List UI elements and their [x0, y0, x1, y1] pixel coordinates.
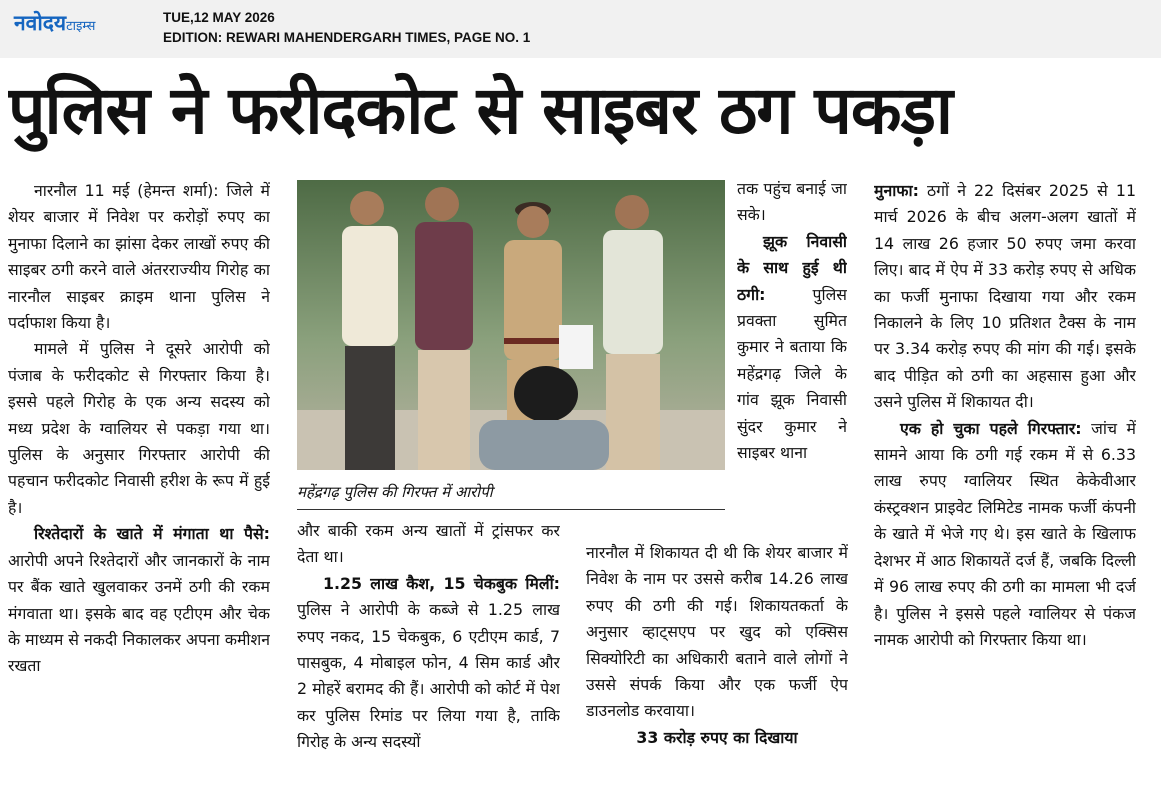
paragraph: नारनौल 11 मई (हेमन्त शर्मा): जिले में शेयर बाजार में निवेश पर करोड़ों रुपए का मुनाफा दिलाने का झांसा देकर लाखों रुपए की साइबर ठगी करने वाले अंतरराज्यीय गिरोह का नारनौल साइबर क्राइम थाना पुलिस ने पर्दाफाश किया है। — [8, 181, 270, 333]
paragraph: रिश्तेदारों के खाते में मंगाता था पैसे: आरोपी अपने रिश्तेदारों और जानकारों के नाम पर बैंक खाते खुलवाकर उनमें ठगी की रकम मंगवाता था। इसके बाद वह एटीएम और चेक के माध्यम से नकदी निकालकर अपना कमीशन रखता — [8, 524, 270, 676]
paragraph: 1.25 लाख कैश, 15 चेकबुक मिलीं: पुलिस ने आरोपी के कब्जे से 1.25 लाख रुपए नकद, 15 चेकबुक, 6 एटीएम कार्ड, 7 पासबुक, 4 मोबाइल फोन, 4 सिम कार्ड और 2 मोहरें बरामद की हैं। आरोपी को कोर्ट में पेश कर पुलिस रिमांड पर लिया गया है, ताकि गिरोह के अन्य सदस्यों — [297, 573, 560, 752]
paragraph: एक हो चुका पहले गिरफ्तार: जांच में सामने आया कि ठगी गई रकम में से 6.33 लाख रुपए ग्वालियर स्थित केकेवीआर कंस्ट्रक्शन प्राइवेट लिमिटेड नामक फर्जी कंपनी के खाते में भेजे गए थे। इस खाते के खिलाफ देशभर में आठ शिकायतें दर्ज हैं, जबकि दिल्ली में 96 लाख रुपए की ठगी का मामला भी दर्ज है। पुलिस ने इससे पहले ग्वालियर से पंकज नामक आरोपी को गिरफ्तार किया था। — [874, 418, 1136, 649]
article-column-1 — [8, 178, 270, 790]
subheading: एक हो चुका पहले गिरफ्तार: — [900, 418, 1082, 438]
subheading: रिश्तेदारों के खाते में मंगाता था पैसे: — [34, 524, 270, 544]
article-column-3-upper — [737, 176, 847, 536]
paragraph: और बाकी रकम अन्य खातों में ट्रांसफर कर देता था। — [297, 521, 560, 567]
subheading: 33 करोड़ रुपए का दिखाया — [636, 727, 798, 747]
newspaper-logo[interactable]: नवोदयटाइम्स — [14, 11, 96, 35]
top-bar — [0, 0, 1161, 58]
edition-line: EDITION: REWARI MAHENDERGARH TIMES, PAGE NO. 1 — [163, 30, 531, 45]
subheading: झूक निवासी के साथ हुई थी ठगी: — [737, 231, 847, 304]
paragraph: तक पहुंच बनाई जा सके। — [737, 179, 847, 225]
article-column-2 — [297, 518, 560, 793]
paragraph: नारनौल में शिकायत दी थी कि शेयर बाजार में निवेश के नाम पर उससे करीब 14.26 लाख रुपए की ठगी की गई। शिकायतकर्ता के अनुसार व्हाट्सएप पर खुद को एक्सिस सिक्योरिटी का अधिकारी बताने वाले लोगों ने उससे संपर्क किया और एक फर्जी ऐप डाउनलोड करवाया। — [586, 543, 848, 721]
paragraph: झूक निवासी के साथ हुई थी ठगी: पुलिस प्रवक्ता सुमित कुमार ने बताया कि महेंद्रगढ़ जिले के गांव झूक निवासी सुंदर कुमार ने साइबर थाना — [737, 231, 847, 463]
paragraph: मामले में पुलिस ने दूसरे आरोपी को पंजाब के फरीदकोट से गिरफ्तार किया है। इससे पहले गिरोह के एक अन्य सदस्य को मध्य प्रदेश के ग्वालियर से पकड़ा गया था। पुलिस के अनुसार गिरफ्तार आरोपी की पहचान फरीदकोट निवासी हरीश के रूप में हुई है। — [8, 339, 270, 517]
photo-caption: महेंद्रगढ़ पुलिस की गिरफ्त में आरोपी — [297, 483, 493, 501]
paragraph: मुनाफा: ठगों ने 22 दिसंबर 2025 से 11 मार्च 2026 के बीच अलग-अलग खातों में 14 लाख 26 हजार 50 रुपए जमा करवा लिए। बाद में ऐप में 33 करोड़ रुपए से अधिक का फर्जी मुनाफा दिखाया गया और रकम निकालने के लिए 10 प्रतिशत टैक्स के नाम पर 3.34 करोड़ रुपए की मांग की गई। इसके बाद पीड़ित को ठगी का अहसास हुआ और उसने पुलिस में शिकायत दी। — [874, 181, 1136, 412]
subheading: 1.25 लाख कैश, 15 चेकबुक मिलीं: — [323, 573, 560, 593]
edition-info — [163, 8, 530, 48]
photo-illustration — [297, 180, 725, 470]
article-column-3-lower — [586, 540, 848, 793]
news-photo — [297, 180, 725, 470]
date-line: TUE,12 MAY 2026 — [163, 10, 275, 25]
article-column-4 — [874, 178, 1136, 790]
headline: पुलिस ने फरीदकोट से साइबर ठग पकड़ा — [8, 72, 953, 149]
subheading: मुनाफा: — [874, 181, 919, 200]
caption-divider — [297, 509, 725, 510]
